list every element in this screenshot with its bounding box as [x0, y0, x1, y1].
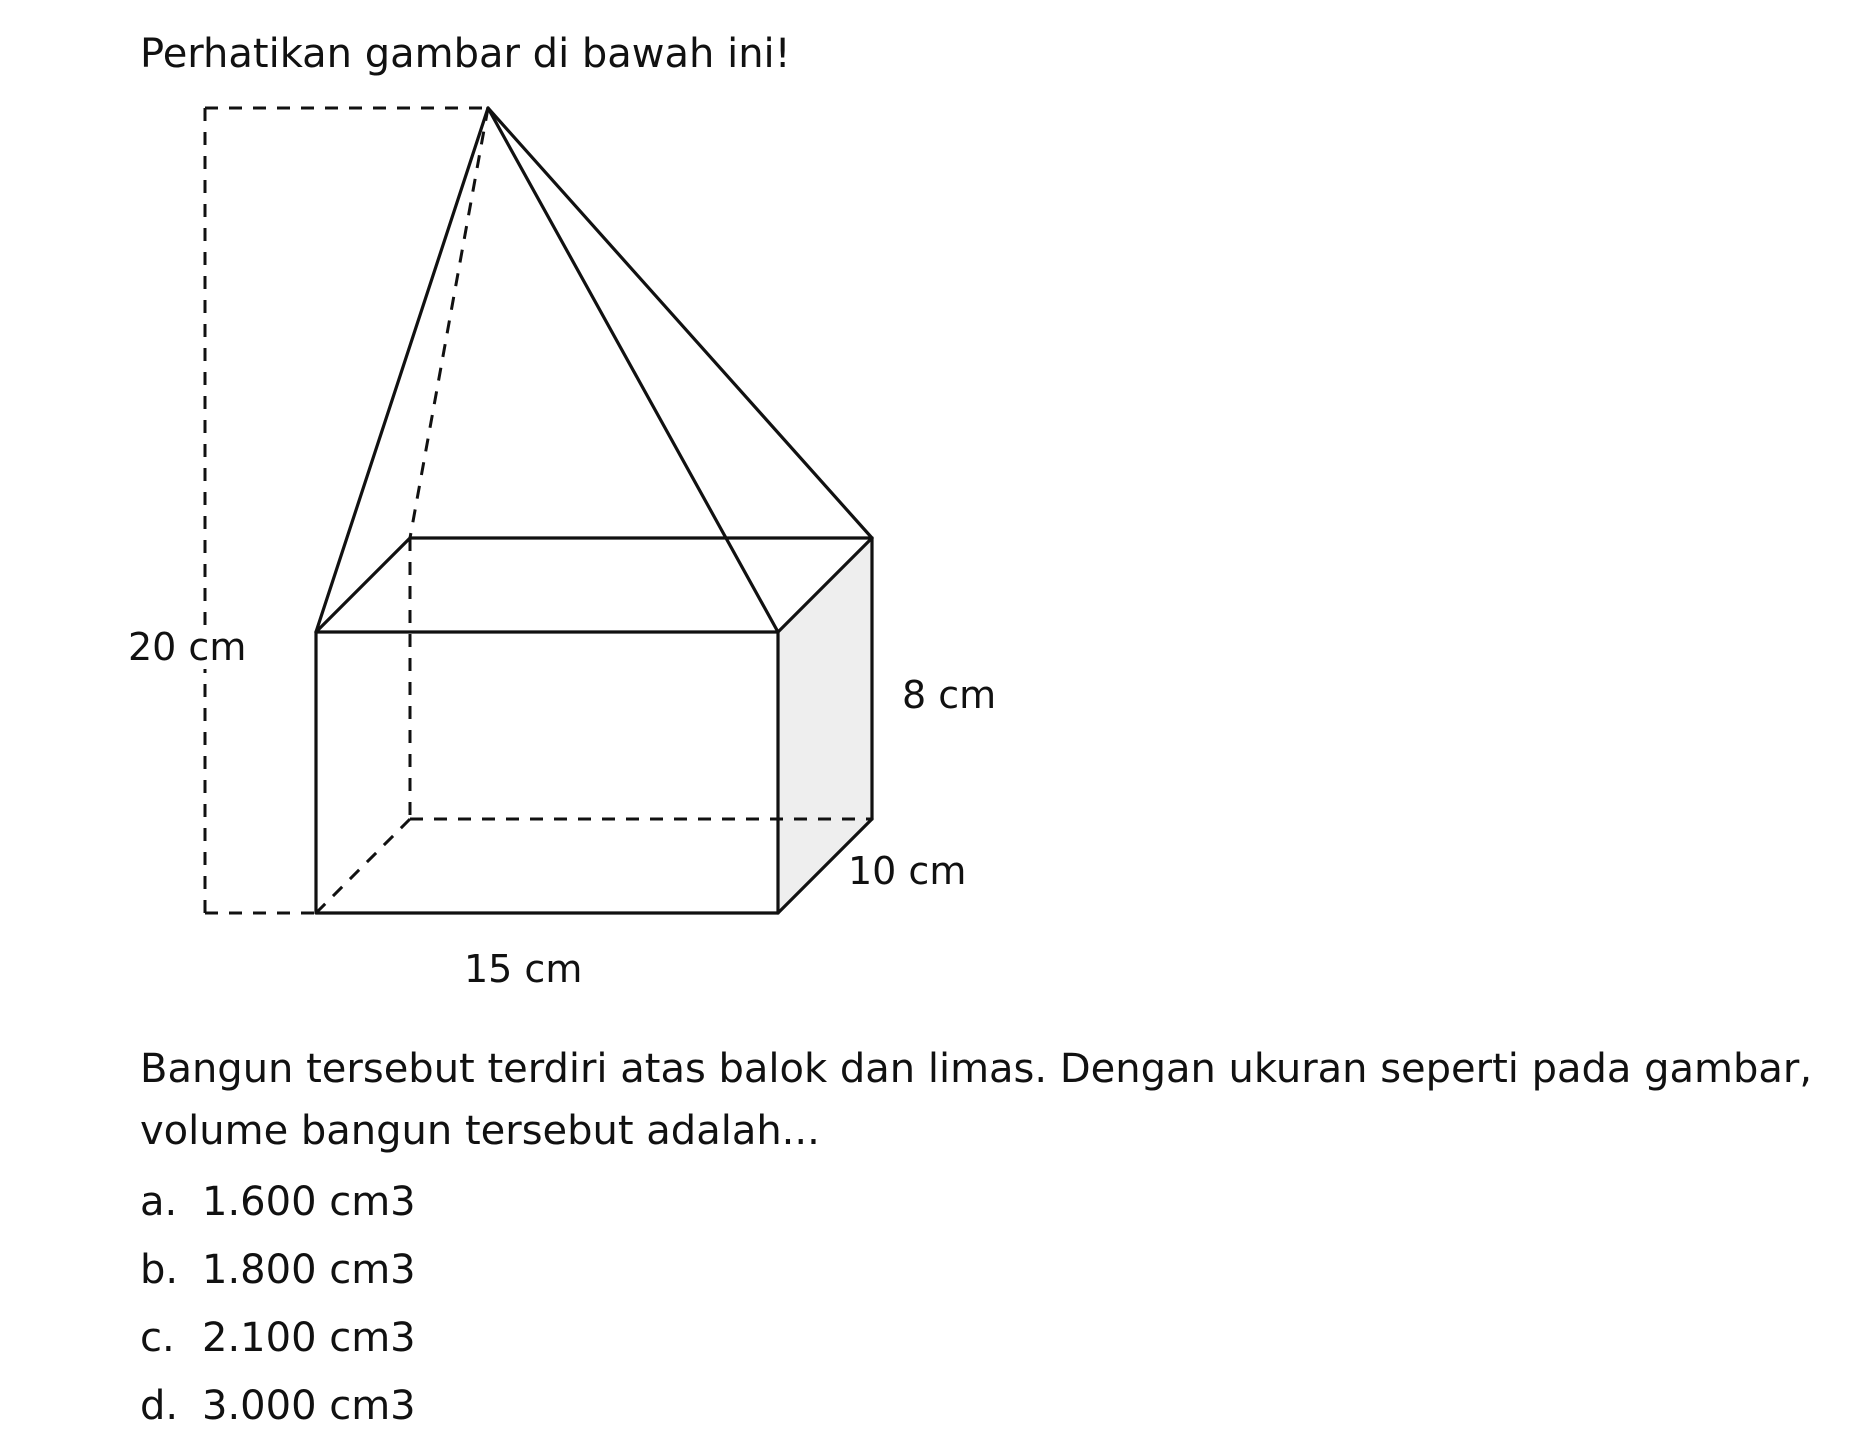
box-hidden-bottom-left [316, 819, 410, 913]
pyramid-edge-front-left [316, 108, 488, 632]
answer-option-b[interactable] [140, 1236, 416, 1304]
instruction-text: Perhatikan gambar di bawah ini! [140, 31, 791, 77]
answer-option-c[interactable] [140, 1304, 416, 1372]
label-total-height [126, 624, 248, 670]
option-letter: c. [140, 1315, 175, 1361]
label-total-height-text: 20 cm [128, 625, 247, 669]
pyramid-edge-front-right [488, 108, 778, 632]
option-letter: d. [140, 1383, 179, 1429]
answer-options [140, 1168, 416, 1440]
option-letter: a. [140, 1179, 178, 1225]
option-text: 2.100 cm3 [202, 1315, 416, 1361]
question-text: Bangun tersebut terdiri atas balok dan limas. Dengan ukuran seperti pada gambar, volume bangun tersebut adalah... [140, 1046, 1813, 1154]
pyramid-edge-back-right [488, 108, 872, 538]
option-text: 1.600 cm3 [202, 1179, 416, 1225]
label-box-depth: 10 cm [848, 849, 967, 893]
answer-option-a[interactable] [140, 1168, 416, 1236]
option-text: 3.000 cm3 [202, 1383, 416, 1429]
label-box-length: 15 cm [464, 947, 583, 991]
label-box-height: 8 cm [902, 673, 997, 717]
box-front-face [316, 632, 778, 913]
pyramid-edge-hidden [410, 108, 488, 538]
option-letter: b. [140, 1247, 179, 1293]
option-text: 1.800 cm3 [202, 1247, 416, 1293]
answer-option-d[interactable] [140, 1372, 416, 1440]
